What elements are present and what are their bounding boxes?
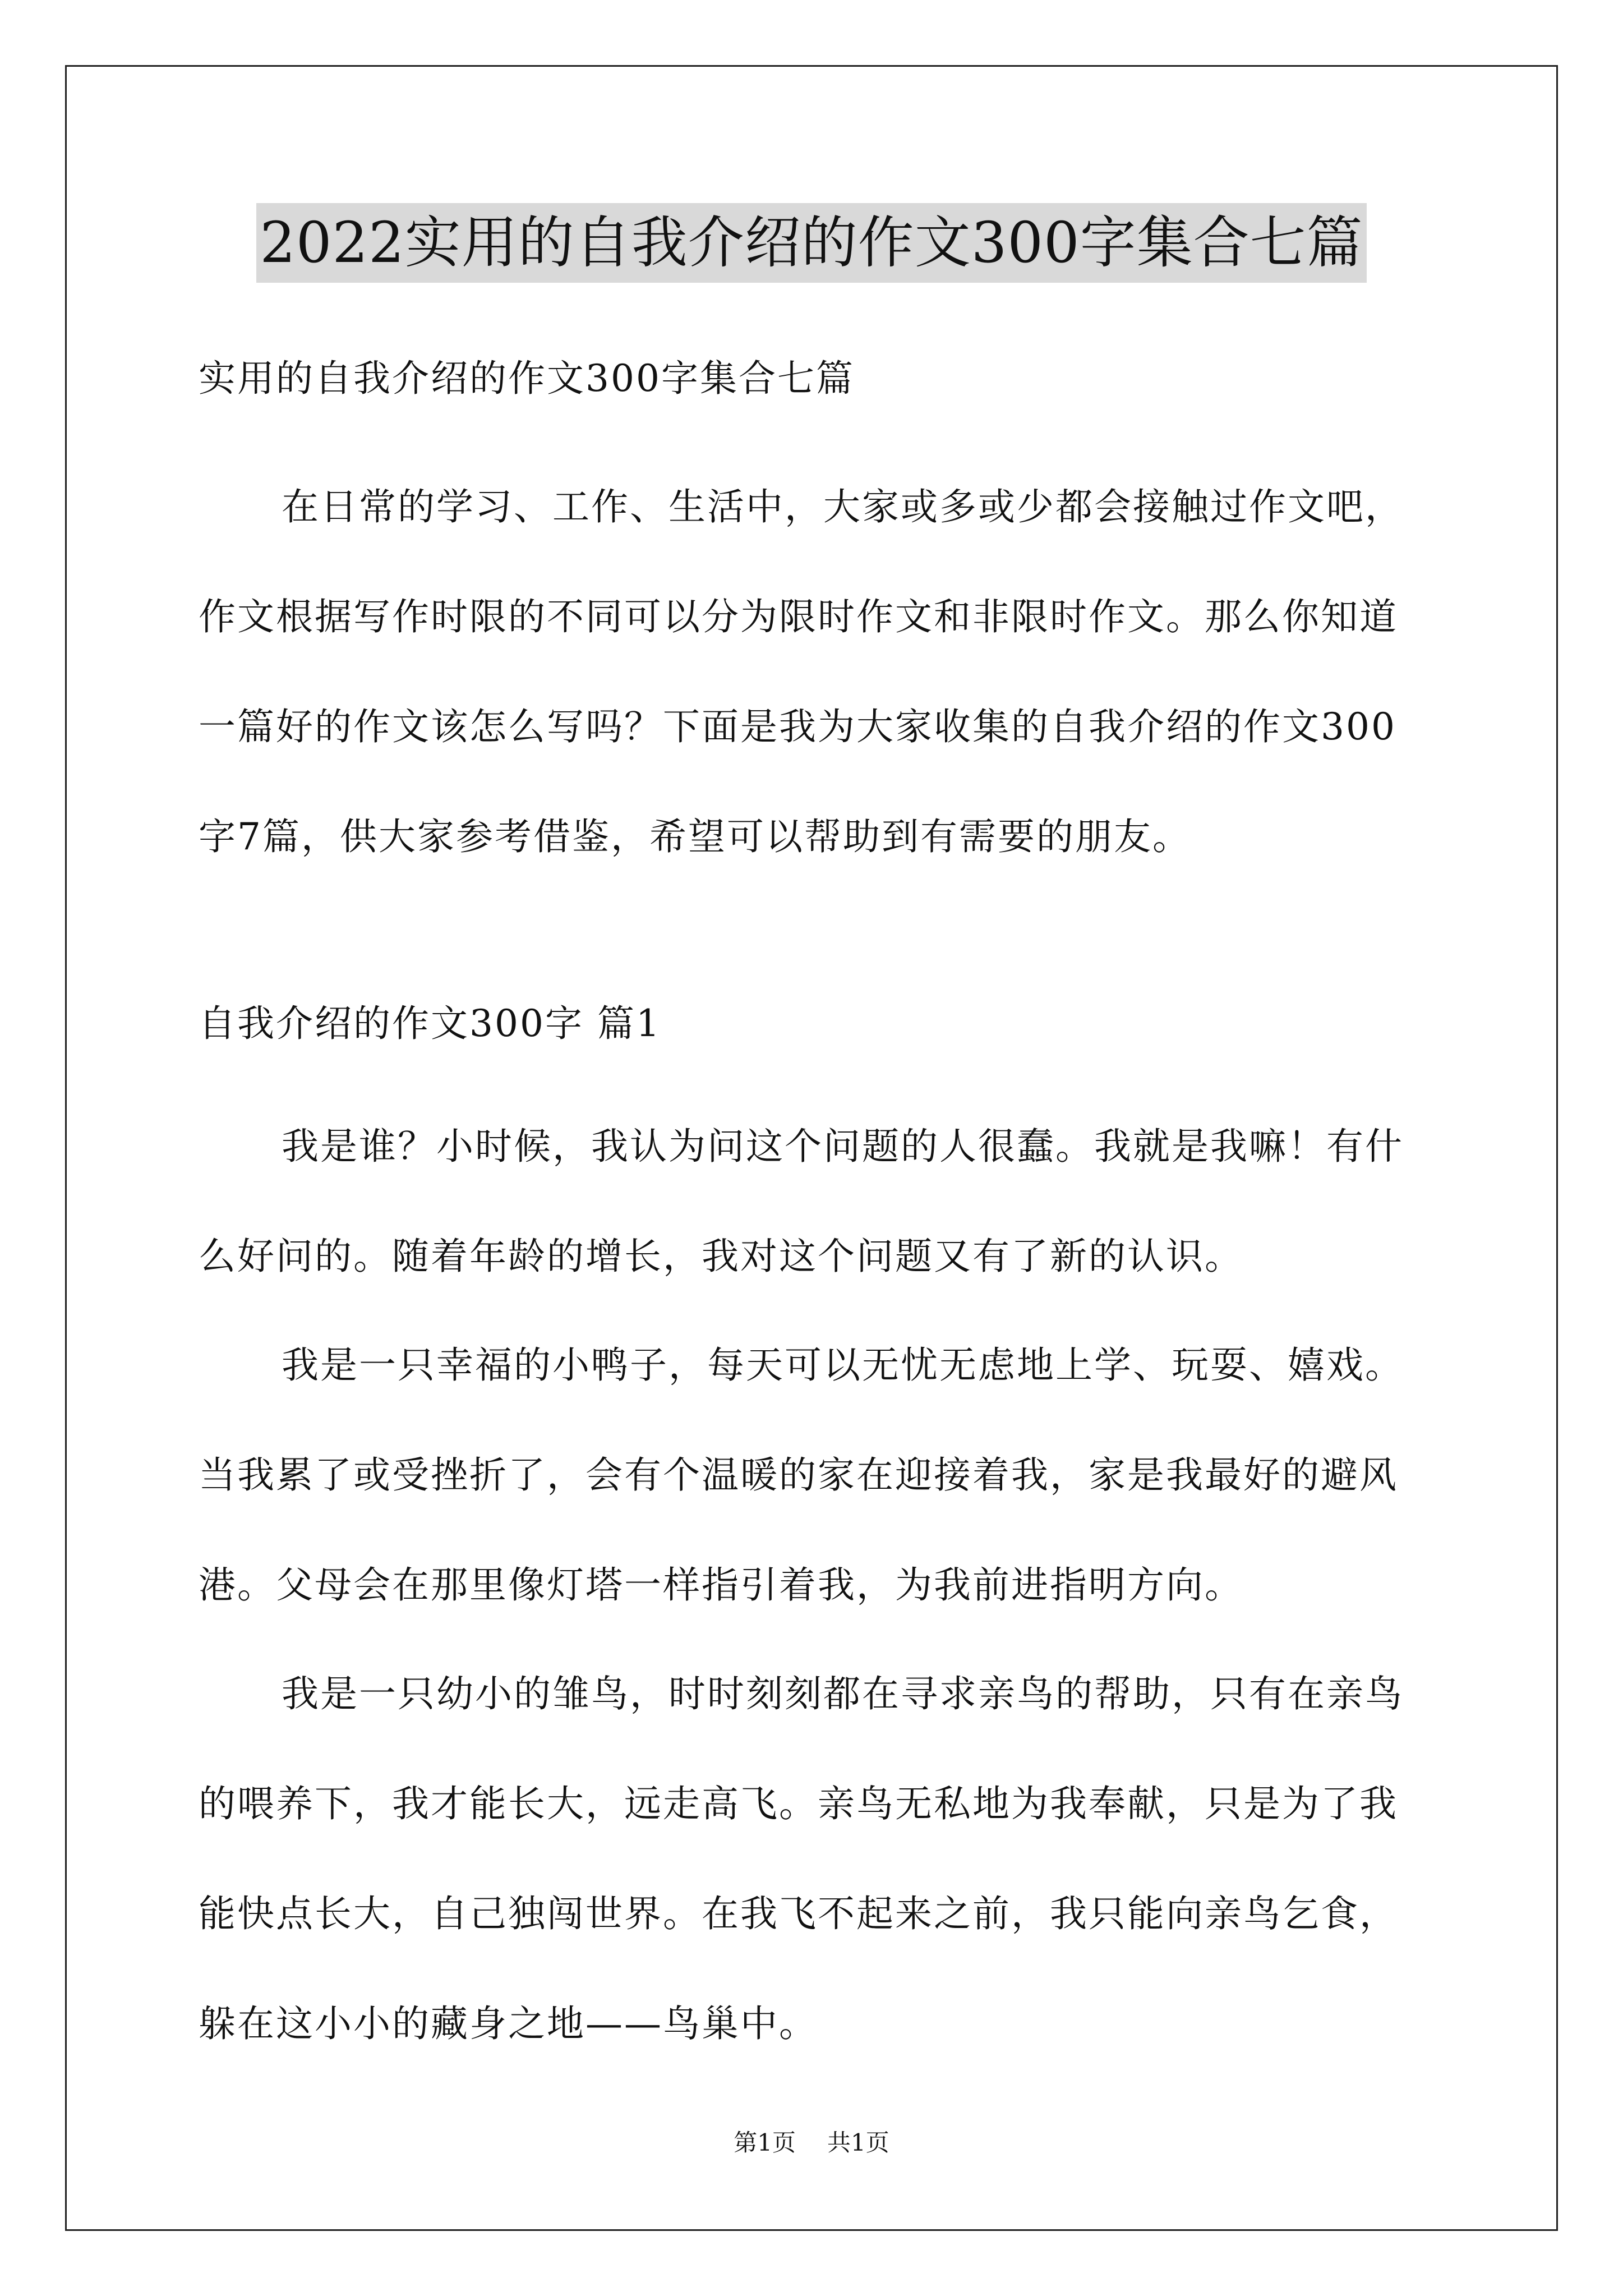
body-paragraph: 我是谁？小时候，我认为问这个问题的人很蠢。我就是我嘛！有什么好问的。随着年龄的增长，我对这个问题又有了新的认识。 [199,1125,1404,1278]
page-number-current: 第1页 [734,2129,796,2156]
section-heading: 自我介绍的作文300字 篇1 [199,1002,661,1045]
body-paragraph: 我是一只幸福的小鸭子，每天可以无忧无虑地上学、玩耍、嬉戏。当我累了或受挫折了，会有个温暖的家在迎接着我，家是我最好的避风港。父母会在那里像灯塔一样指引着我，为我前进指明方向。 [199,1343,1404,1607]
body-paragraph: 我是一只幼小的雏鸟，时时刻刻都在寻求亲鸟的帮助，只有在亲鸟的喂养下，我才能长大，远走高飞。亲鸟无私地为我奉献，只是为了我能快点长大，自己独闯世界。在我飞不起来之前，我只能向亲鸟乞食，躲在这小小的藏身之地——鸟巢中。 [199,1672,1404,2045]
document-title [0,203,1623,292]
intro-paragraph: 在日常的学习、工作、生活中，大家或多或少都会接触过作文吧，作文根据写作时限的不同可以分为限时作文和非限时作文。那么你知道一篇好的作文该怎么写吗？下面是我为大家收集的自我介绍的作文300字7篇，供大家参考借鉴，希望可以帮助到有需要的朋友。 [199,485,1404,858]
page-number-total: 共1页 [827,2129,889,2156]
document-subtitle: 实用的自我介绍的作文300字集合七篇 [199,357,855,400]
page-footer [0,2126,1623,2160]
document-title-text: 2022实用的自我介绍的作文300字集合七篇 [256,203,1366,283]
